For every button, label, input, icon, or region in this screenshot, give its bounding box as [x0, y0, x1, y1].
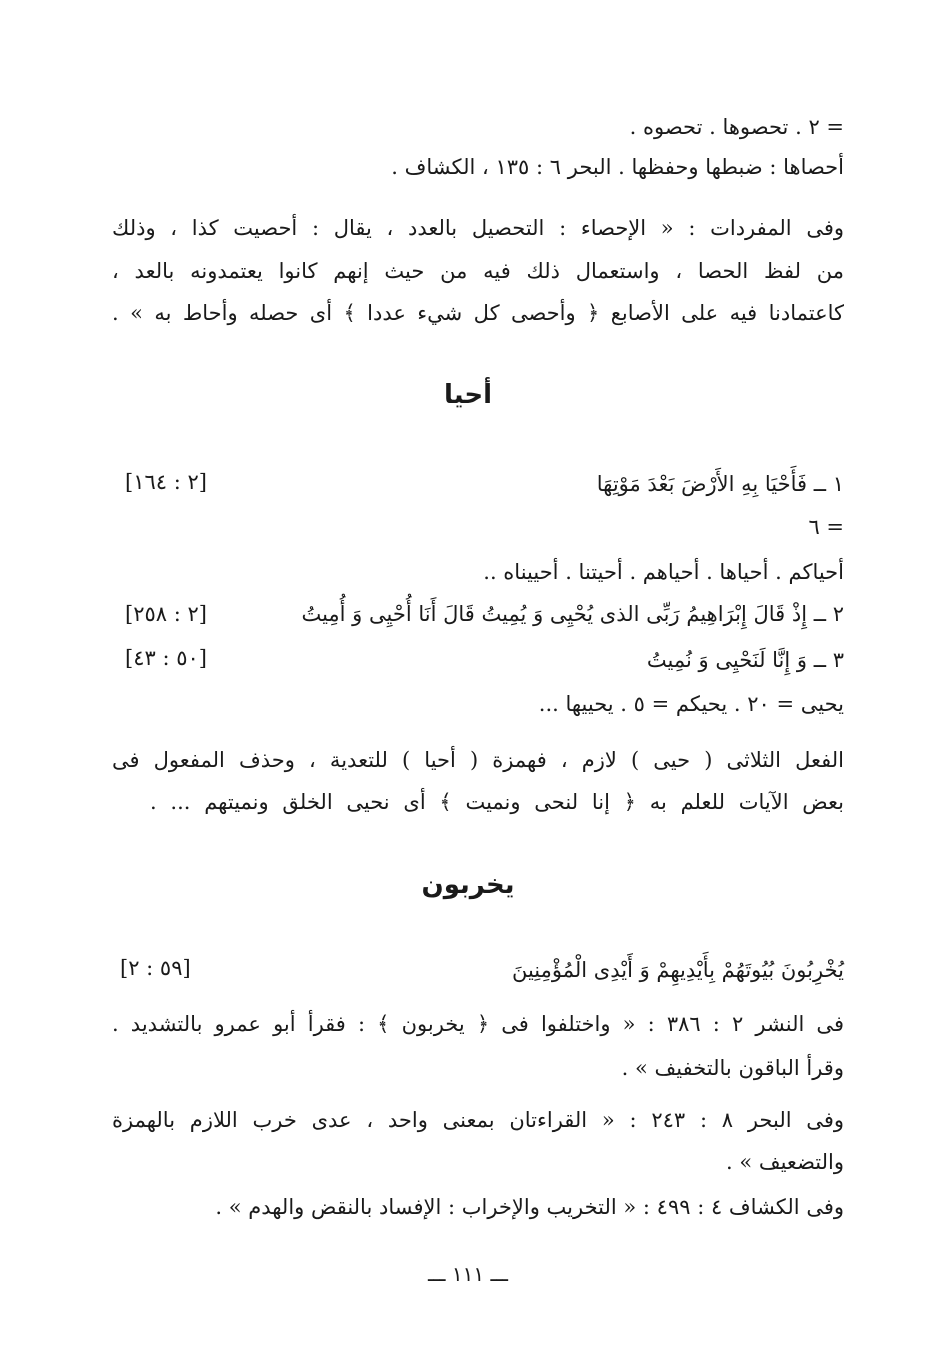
paragraph-line: وفى البحر ٨ : ٢٤٣ : « القراءتان بمعنى واحد ، عدى خرب اللازم بالهمزة [112, 1108, 844, 1132]
forms-line: أحياكم . أحياها . أحياهم . أحيتنا . أحييناه .. [483, 560, 844, 584]
paragraph-line: بعض الآيات للعلم به ﴿ إنا لنحى ونميت ﴾ أى نحيى الخلق ونميتهم ... . [150, 790, 844, 814]
counts-line: يحيى = ٢٠ . يحيكم = ٥ . يحييها ... [538, 692, 844, 716]
verse-reference: [٢ : ٢٥٨] [125, 602, 207, 626]
verse-reference: [٥٠ : ٤٣] [125, 646, 207, 670]
text-line: أحصاها : ضبطها وحفظها . البحر ٦ : ١٣٥ ، الكشاف . [391, 155, 844, 179]
verse-reference: [٥٩ : ٢] [120, 956, 191, 980]
page-number: ـــ ١١١ ـــ [427, 1262, 509, 1286]
paragraph-line: والتضعيف » . [725, 1150, 844, 1174]
count-line: = ٦ [808, 515, 844, 539]
paragraph-line: فى النشر ٢ : ٣٨٦ : « واختلفوا فى ﴿ يخربون ﴾ : فقرأ أبو عمرو بالتشديد . [112, 1012, 844, 1036]
paragraph-line: وفى الكشاف ٤ : ٤٩٩ : « التخريب والإخراب : الإفساد بالنقض والهدم » . [215, 1195, 844, 1219]
section-heading: يخربون [421, 870, 515, 900]
paragraph-line: وفى المفردات : « الإحصاء : التحصيل بالعدد ، يقال : أحصيت كذا ، وذلك [112, 216, 844, 240]
verse-reference: [٢ : ١٦٤] [125, 470, 207, 494]
verse-line: ٢ ــ إِذْ قَالَ إِبْرَاهِيمُ رَبِّى الذى يُحْيِى وَ يُمِيتُ قَالَ أَنَا أُحْيِى وَ أُمِيتُ [301, 602, 844, 626]
section-heading: أحيا [443, 380, 493, 410]
verse-line: ١ ــ فَأَحْيَا بِهِ الأَرْضَ بَعْدَ مَوْتِهَا [596, 472, 844, 496]
verse-line: ٣ ــ وَ إِنَّا لَنَحْيِى وَ نُمِيتُ [646, 648, 844, 672]
paragraph-line: كاعتمادنا فيه على الأصابع ﴿ وأحصى كل شيء عددا ﴾ أى حصله وأحاط به » . [112, 301, 844, 325]
paragraph-line: الفعل الثلاثى ( حيى ) لازم ، فهمزة ( أحيا ) للتعدية ، وحذف المفعول فى [112, 748, 844, 772]
verse-line: يُخْرِبُونَ بُيُوتَهُمْ بِأَيْدِيهِمْ وَ أَيْدِى الْمُؤْمِنِينَ [511, 958, 844, 982]
text-line: = ٢ . تحصوها . تحصوه . [629, 115, 844, 139]
paragraph-line: وقرأ الباقون بالتخفيف » . [621, 1056, 844, 1080]
paragraph-line: من لفظ الحصا ، واستعمال ذلك فيه من حيث إنهم كانوا يعتمدونه بالعد ، [112, 259, 844, 283]
